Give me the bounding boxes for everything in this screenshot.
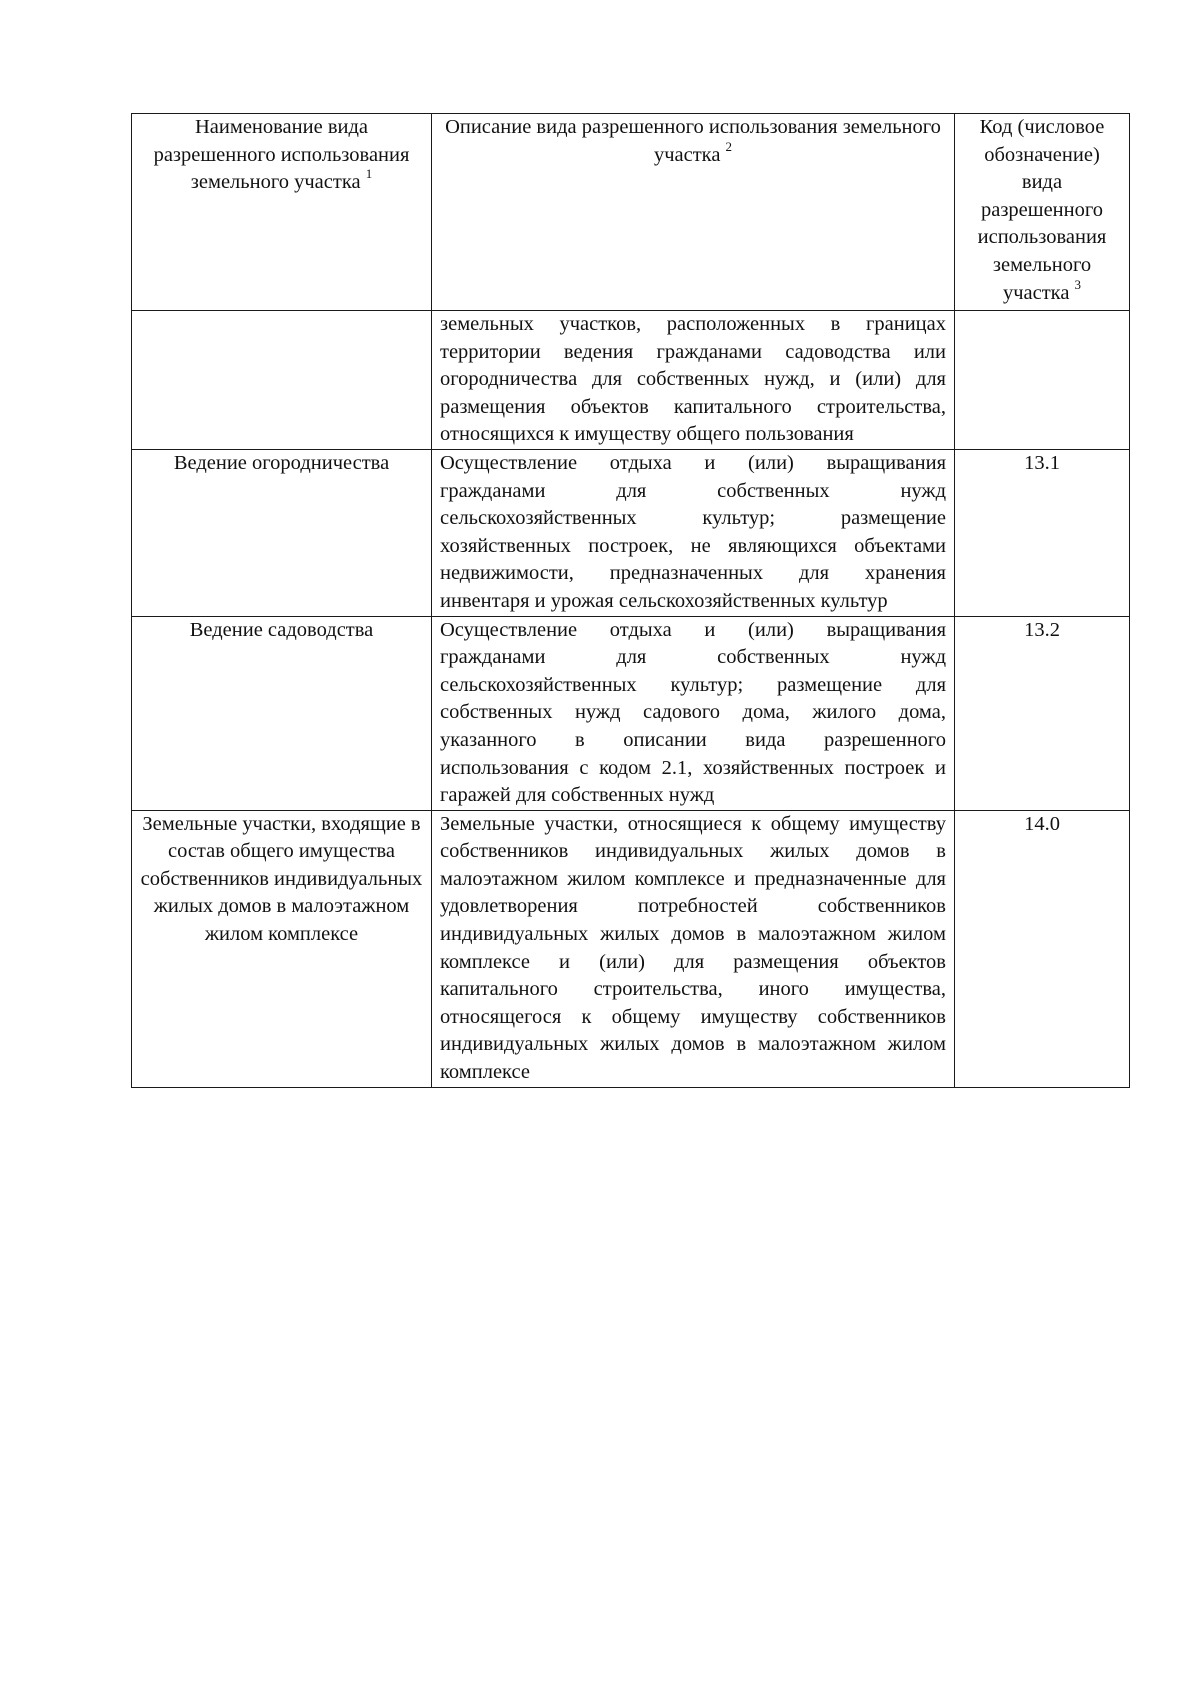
row-name-cell: Земельные участки, входящие в состав общего имущества собственников индивидуальных жилых домов в малоэтажном жилом комплексе bbox=[132, 810, 432, 1087]
row-name-cell: Ведение садоводства bbox=[132, 616, 432, 810]
row-description-cell: Осуществление отдыха и (или) выращивания гражданами для собственных нужд сельскохозяйственных культур; размещение хозяйственных построек, не являющихся объектами недвижимости, предназначенных для хранения инвентаря и урожая сельскохозяйственных культур bbox=[432, 449, 955, 616]
row-description-cell: Земельные участки, относящиеся к общему имуществу собственников индивидуальных жилых домов в малоэтажном жилом комплексе и предназначенные для удовлетворения потребностей собственников индивидуальных жилых домов в малоэтажном жилом комплексе и (или) для размещения объектов капитального строительства, иного имущества, относящегося к общему имуществу собственников индивидуальных жилых домов в малоэтажном жилом комплексе bbox=[432, 810, 955, 1087]
table-row bbox=[132, 810, 1130, 1087]
row-code-cell: 14.0 bbox=[955, 810, 1130, 1087]
row-name-cell: Ведение огородничества bbox=[132, 449, 432, 616]
header-code-footnote: 3 bbox=[1074, 276, 1082, 292]
header-description bbox=[432, 114, 955, 311]
row-description-cell: Осуществление отдыха и (или) выращивания гражданами для собственных нужд сельскохозяйственных культур; размещение для собственных нужд садового дома, жилого дома, указанного в описании вида разрешенного использования с кодом 2.1, хозяйственных построек и гаражей для собственных нужд bbox=[432, 616, 955, 810]
header-name bbox=[132, 114, 432, 311]
header-code bbox=[955, 114, 1130, 311]
header-code-text: Код (числовое обозначение) вида разрешенного использования земельного участка bbox=[977, 116, 1107, 304]
header-description-footnote: 2 bbox=[725, 138, 733, 154]
row-name-cell bbox=[132, 311, 432, 450]
row-code-cell: 13.2 bbox=[955, 616, 1130, 810]
table-row bbox=[132, 616, 1130, 810]
table-row bbox=[132, 311, 1130, 450]
header-name-text: Наименование вида разрешенного использования земельного участка bbox=[153, 116, 410, 194]
header-description-text: Описание вида разрешенного использования земельного участка bbox=[445, 116, 941, 166]
row-description-cell: земельных участков, расположенных в границах территории ведения гражданами садоводства или огородничества для собственных нужд, и (или) для размещения объектов капитального строительства, относящихся к имуществу общего пользования bbox=[432, 311, 955, 450]
row-code-cell: 13.1 bbox=[955, 449, 1130, 616]
header-name-footnote: 1 bbox=[365, 166, 373, 182]
table-row bbox=[132, 449, 1130, 616]
row-code-cell bbox=[955, 311, 1130, 450]
land-use-table bbox=[131, 113, 1130, 1088]
table-header-row bbox=[132, 114, 1130, 311]
